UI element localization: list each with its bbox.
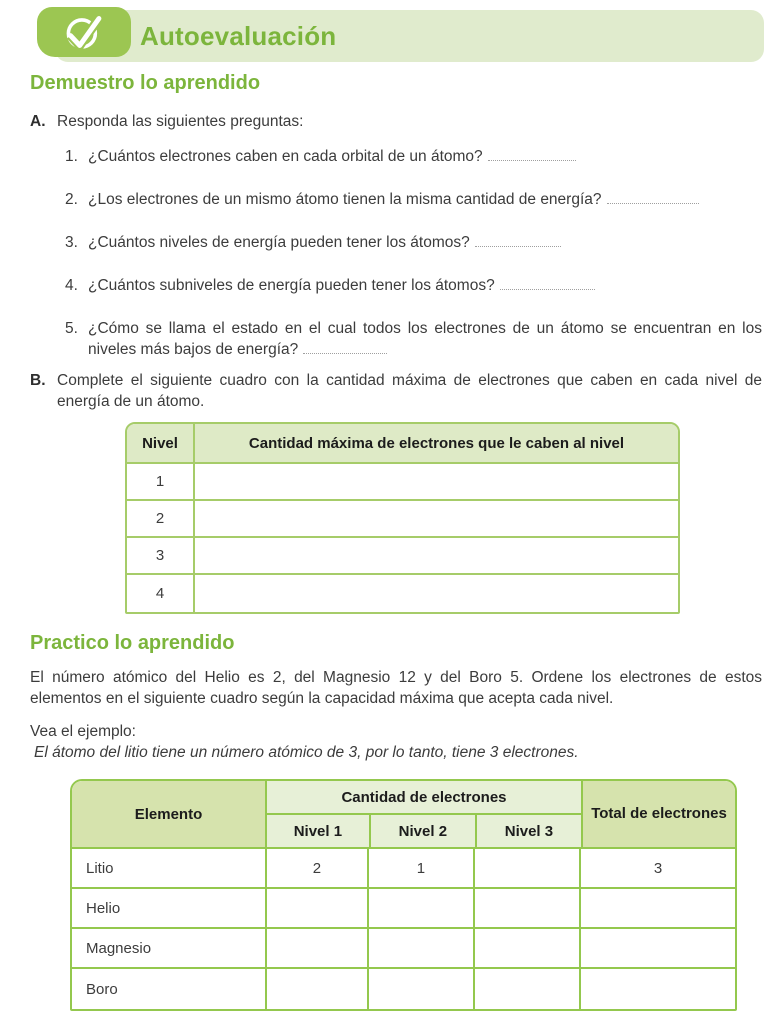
- table-row: [127, 464, 678, 501]
- item-a-text: Responda las siguientes preguntas:: [57, 113, 304, 130]
- col-header-elemento: Elemento: [72, 781, 267, 849]
- nivel-cell: 4: [127, 575, 195, 612]
- total-cell: [581, 929, 735, 969]
- max-electrons-body: [127, 464, 678, 612]
- question-number: 2.: [65, 191, 78, 208]
- nivel3-cell: [475, 889, 581, 929]
- answer-blank-line: [488, 148, 576, 161]
- question-item: [30, 232, 762, 253]
- table-row: [72, 889, 735, 929]
- total-cell: [581, 969, 735, 1009]
- item-b-text: Complete el siguiente cuadro con la cantidad máxima de electrones que caben en cada nivel de energía de un átomo.: [57, 372, 762, 410]
- col-header-nivel-1: Nivel 1: [267, 815, 369, 849]
- question-text: ¿Cómo se llama el estado en el cual todos los electrones de un átomo se encuentran en los niveles más bajos de energía?: [88, 320, 762, 358]
- table-row: [127, 538, 678, 575]
- answer-blank-line: [475, 234, 561, 247]
- total-cell: [581, 889, 735, 929]
- nivel1-cell: [267, 929, 369, 969]
- practico-intro: El número atómico del Helio es 2, del Magnesio 12 y del Boro 5. Ordene los electrones de estos elementos en el siguiente cuadro según la capacidad máxima que acepta cada nivel.: [30, 669, 762, 707]
- nivel3-cell: [475, 849, 581, 889]
- question-item: [30, 318, 762, 360]
- elemento-cell: Helio: [72, 889, 267, 929]
- col-header-nivel: Nivel: [127, 424, 195, 464]
- question-number: 1.: [65, 148, 78, 165]
- table-row: [127, 501, 678, 538]
- col-header-nivel-3: Nivel 3: [475, 815, 581, 849]
- answer-blank-line: [303, 341, 387, 354]
- nivel2-cell: [369, 889, 475, 929]
- question-text: ¿Los electrones de un mismo átomo tienen la misma cantidad de energía?: [88, 191, 602, 208]
- question-text: ¿Cuántos niveles de energía pueden tener los átomos?: [88, 234, 470, 251]
- electron-distribution-table: [70, 779, 737, 1011]
- nivel-cell: 1: [127, 464, 195, 501]
- answer-blank-line: [607, 191, 699, 204]
- answer-blank-line: [500, 277, 595, 290]
- check-circle-icon: [61, 10, 107, 54]
- example-label: Vea el ejemplo:: [30, 723, 136, 740]
- nivel1-cell: 2: [267, 849, 369, 889]
- col-header-nivel-2: Nivel 2: [369, 815, 475, 849]
- total-cell: 3: [581, 849, 735, 889]
- nivel-cell: 3: [127, 538, 195, 575]
- page-content: [30, 72, 762, 1011]
- cantidad-cell: [195, 464, 678, 501]
- banner-badge: [37, 7, 131, 57]
- nivel2-cell: 1: [369, 849, 475, 889]
- question-number: 3.: [65, 234, 78, 251]
- question-item: [30, 275, 762, 296]
- col-header-cantidad: Cantidad máxima de electrones que le caben al nivel: [195, 424, 678, 464]
- item-b-label: B.: [30, 372, 46, 389]
- page-title: Autoevaluación: [140, 21, 337, 51]
- example-italic-text: El átomo del litio tiene un número atómico de 3, por lo tanto, tiene 3 electrones.: [34, 744, 579, 761]
- question-text: ¿Cuántos electrones caben en cada orbital de un átomo?: [88, 148, 483, 165]
- item-b: [30, 370, 762, 412]
- cantidad-cell: [195, 538, 678, 575]
- elemento-cell: Magnesio: [72, 929, 267, 969]
- max-electrons-table: [125, 422, 680, 614]
- item-a: [30, 111, 762, 132]
- table-row: [72, 969, 735, 1009]
- nivel-cell: 2: [127, 501, 195, 538]
- question-list: [30, 146, 762, 360]
- section-heading-demuestro: Demuestro lo aprendido: [30, 72, 261, 94]
- nivel2-cell: [369, 929, 475, 969]
- max-electrons-header-row: [127, 424, 678, 464]
- elemento-cell: Litio: [72, 849, 267, 889]
- col-header-total: Total de electrones: [581, 781, 735, 849]
- question-item: [30, 189, 762, 210]
- electron-distribution-body: [72, 849, 735, 1009]
- elemento-cell: Boro: [72, 969, 267, 1009]
- table-row: [127, 575, 678, 612]
- col-header-cantidad-group: Cantidad de electrones: [267, 781, 581, 815]
- distribution-header-row-1: [72, 781, 735, 815]
- table-row: [72, 929, 735, 969]
- cantidad-cell: [195, 501, 678, 538]
- question-item: [30, 146, 762, 167]
- table-row: [72, 849, 735, 889]
- nivel3-cell: [475, 929, 581, 969]
- item-a-label: A.: [30, 113, 46, 130]
- question-text: ¿Cuántos subniveles de energía pueden tener los átomos?: [88, 277, 495, 294]
- nivel1-cell: [267, 969, 369, 1009]
- section-heading-practico: Practico lo aprendido: [30, 632, 235, 654]
- question-number: 4.: [65, 277, 78, 294]
- nivel2-cell: [369, 969, 475, 1009]
- nivel3-cell: [475, 969, 581, 1009]
- cantidad-cell: [195, 575, 678, 612]
- question-number: 5.: [65, 320, 78, 337]
- nivel1-cell: [267, 889, 369, 929]
